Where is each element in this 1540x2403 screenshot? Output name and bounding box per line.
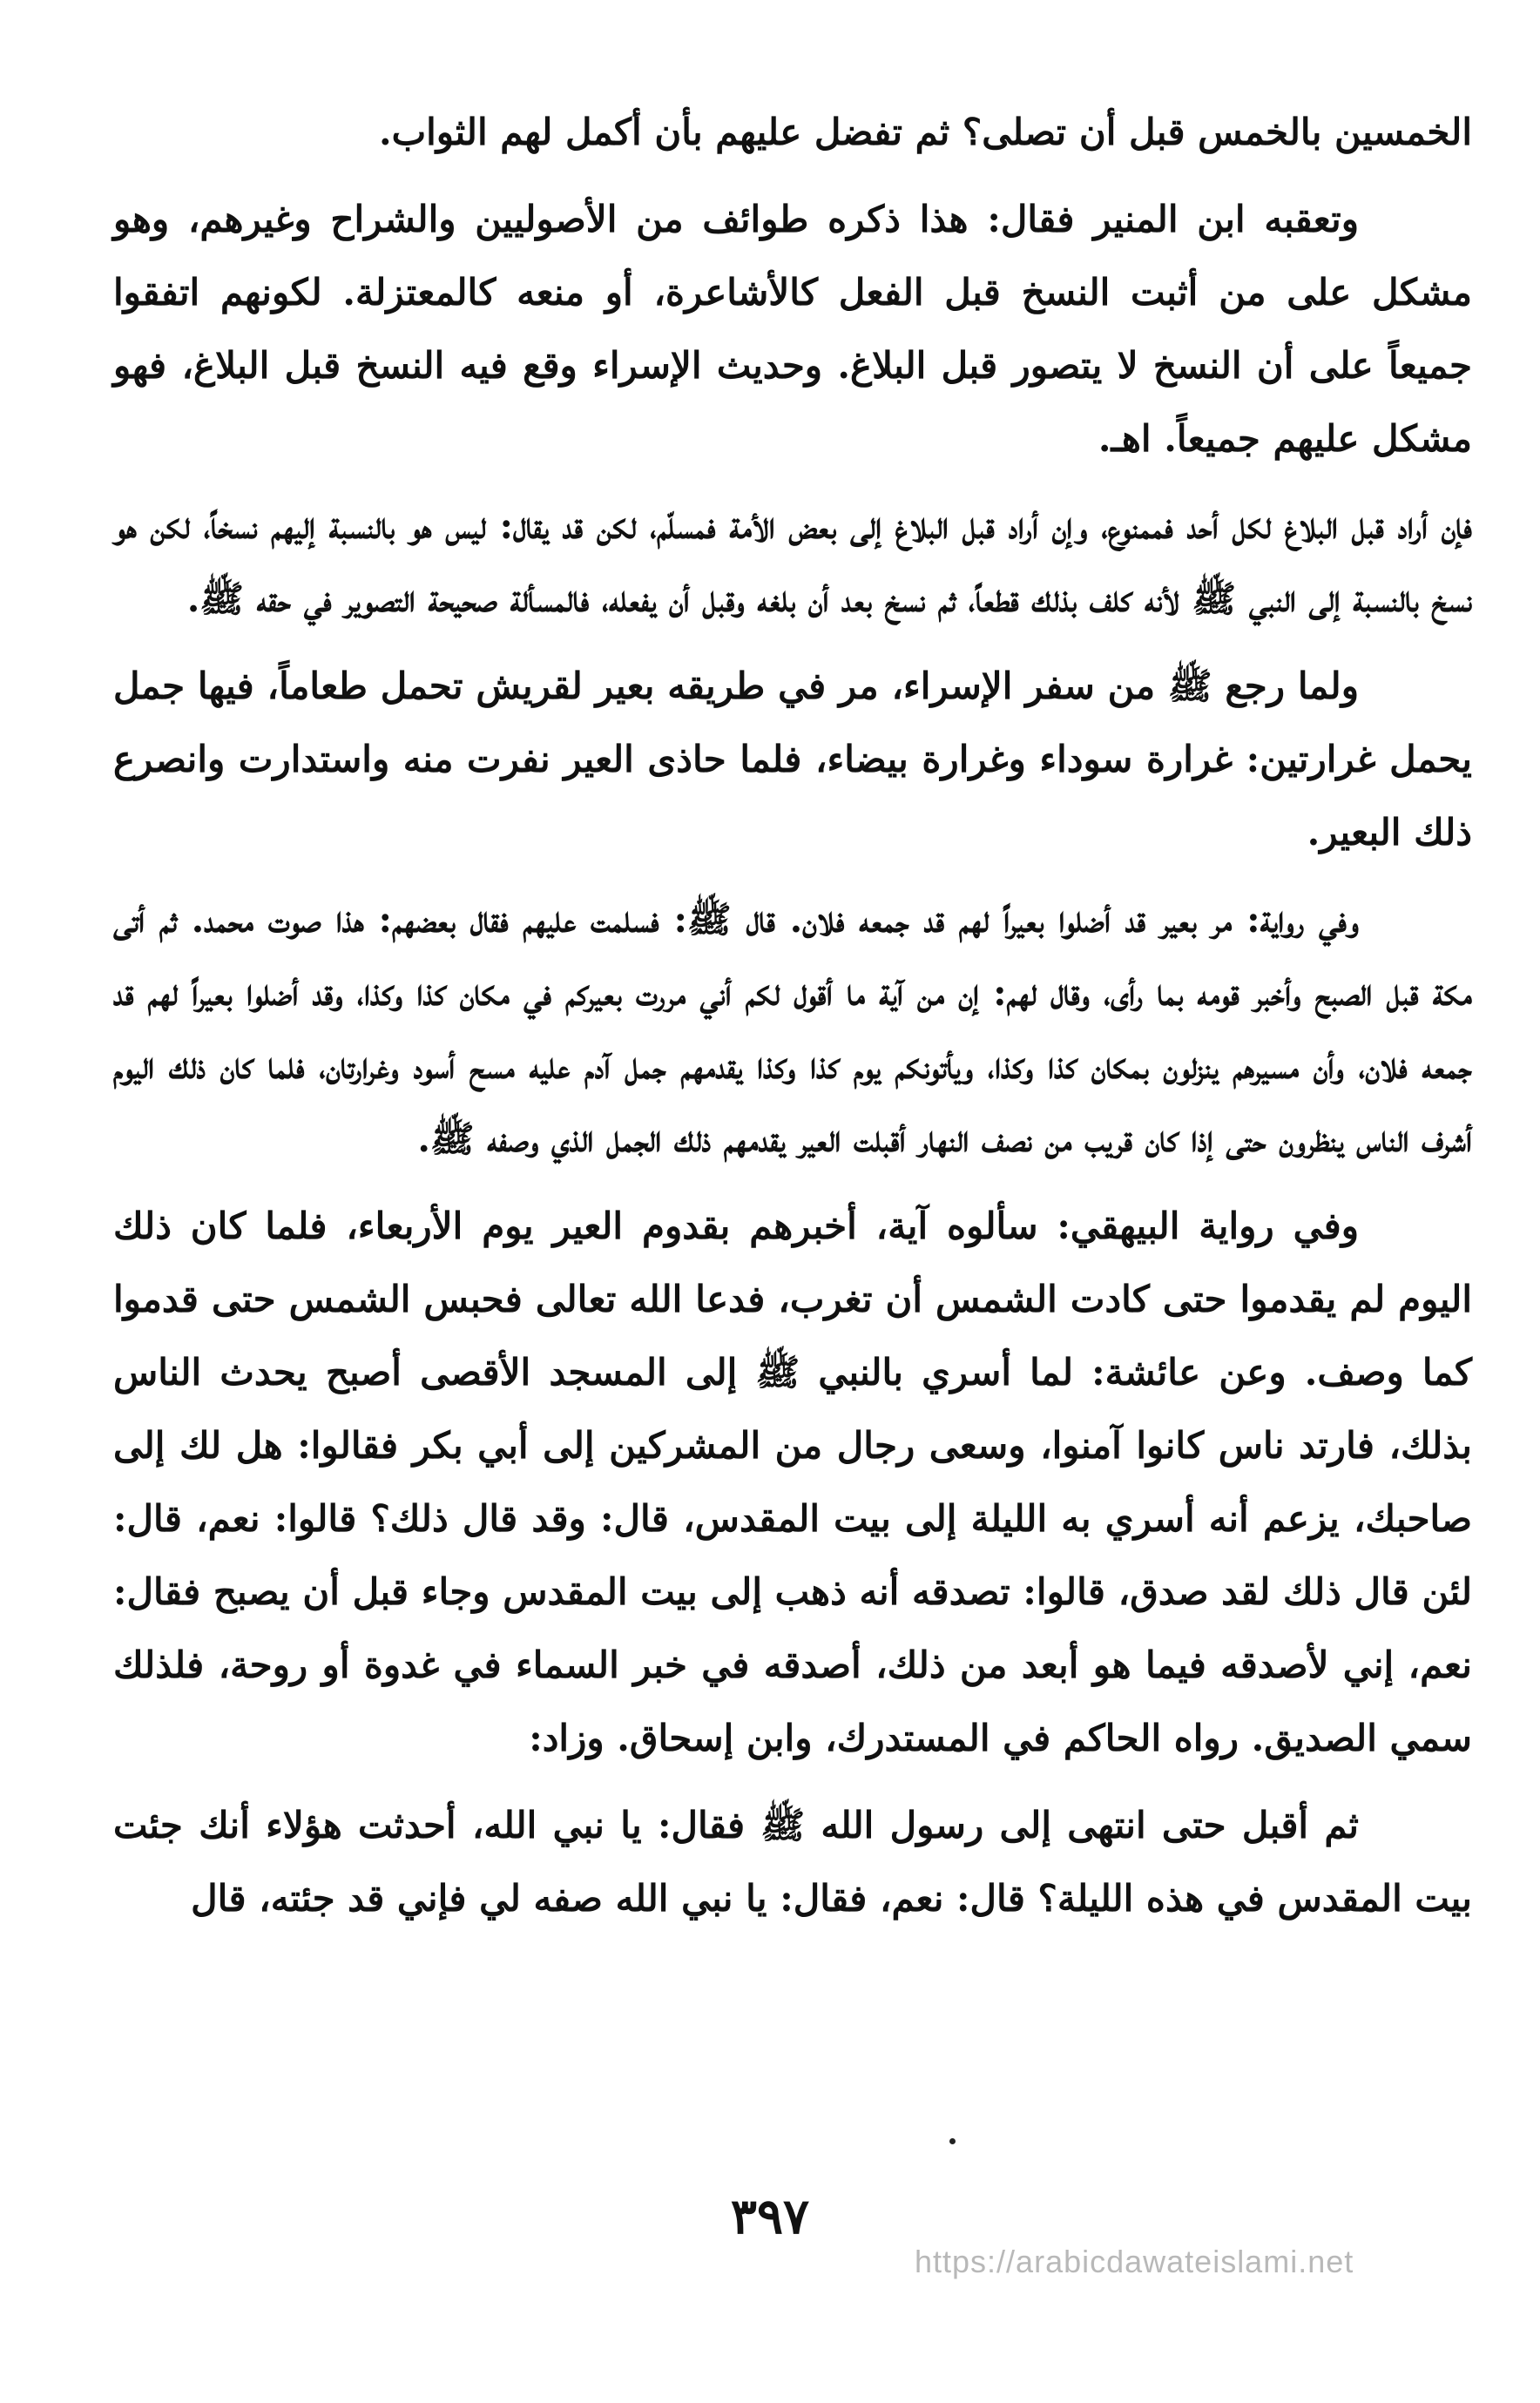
watermark-url: https://arabicdawateislami.net bbox=[915, 2244, 1354, 2279]
paragraph-5: وفي رواية: مر بعير قد أضلوا بعيراً لهم قد جمعه فلان. قال ﷺ: فسلمت عليهم فقال بعضهم: هذا صوت محمد. ثم أتى مكة قبل الصبح وأخبر قومه بما رأى، وقال لهم: إن من آية ما أقول لكم أني مررت بعيركم في مكان كذا وكذا، وقد أضلوا بعيراً لهم قد جمعه فلان، وأن مسيرهم ينزلون بمكان كذا وكذا، ويأتونكم يوم كذا وكذا يقدمهم جمل آدم عليه مسح أسود وغرارتان، فلما كان ذلك اليوم أشرف الناس ينظرون حتى إذا كان قريب من نصف النهار أقبلت العير يقدمهم ذلك الجمل الذي وصفه ﷺ. bbox=[113, 898, 1472, 1160]
paragraph-7: ثم أقبل حتى انتهى إلى رسول الله ﷺ فقال: يا نبي الله، أحدثت هؤلاء أنك جئت بيت المقدس في هذه الليلة؟ قال: نعم، فقال: يا نبي الله صفه لي فإني قد جئته، قال bbox=[113, 1804, 1472, 1920]
paragraph-2: وتعقبه ابن المنير فقال: هذا ذكره طوائف من الأصوليين والشراح وغيرهم، وهو مشكل على من أثبت النسخ قبل الفعل كالأشاعرة، أو منعه كالمعتزلة. لكونهم اتفقوا جميعاً على أن النسخ لا يتصور قبل البلاغ. وحديث الإسراء وقع فيه النسخ قبل البلاغ، فهو مشكل عليهم جميعاً. اهـ. bbox=[113, 198, 1472, 460]
paragraph-4: ولما رجع ﷺ من سفر الإسراء، مر في طريقه بعير لقريش تحمل طعاماً، فيها جمل يحمل غرارتين: غرارة سوداء وغرارة بيضاء، فلما حاذى العير نفرت منه واستدارت وانصرع ذلك البعير. bbox=[113, 665, 1472, 854]
paragraph-3: فإن أراد قبل البلاغ لكل أحد فممنوع، وإن أراد قبل البلاغ إلى بعض الأمة فمسلّم، لكن قد يقال: ليس هو بالنسبة إليهم نسخاً، لكن هو نسخ بالنسبة إلى النبي ﷺ لأنه كلف بذلك قطعاً، ثم نسخ بعد أن بلغه وقبل أن يفعله، فالمسألة صحيحة التصوير في حقه ﷺ. bbox=[113, 504, 1472, 620]
book-page-text bbox=[113, 96, 1472, 2291]
paragraph-6: وفي رواية البيهقي: سألوه آية، أخبرهم بقدوم العير يوم الأربعاء، فلما كان ذلك اليوم لم يقدموا حتى كادت الشمس أن تغرب، فدعا الله تعالى فحبس الشمس حتى قدموا كما وصف. وعن عائشة: لما أسري بالنبي ﷺ إلى المسجد الأقصى أصبح يحدث الناس بذلك، فارتد ناس كانوا آمنوا، وسعى رجال من المشركين إلى أبي بكر فقالوا: هل لك إلى صاحبك، يزعم أنه أسري به الليلة إلى بيت المقدس، قال: وقد قال ذلك؟ قالوا: نعم، قال: لئن قال ذلك لقد صدق، قالوا: تصدقه أنه ذهب إلى بيت المقدس وجاء قبل أن يصبح فقال: نعم، إني لأصدقه فيما هو أبعد من ذلك، أصدقه في خبر السماء في غدوة أو روحة، فلذلك سمي الصديق. رواه الحاكم في المستدرك، وابن إسحاق. وزاد: bbox=[113, 1205, 1472, 1759]
stray-dot-mark bbox=[949, 2138, 956, 2144]
page-number: ٣٩٧ bbox=[730, 2188, 810, 2245]
paragraph-1: الخمسين بالخمس قبل أن تصلى؟ ثم تفضل عليهم بأن أكمل لهم الثواب. bbox=[378, 111, 1472, 153]
